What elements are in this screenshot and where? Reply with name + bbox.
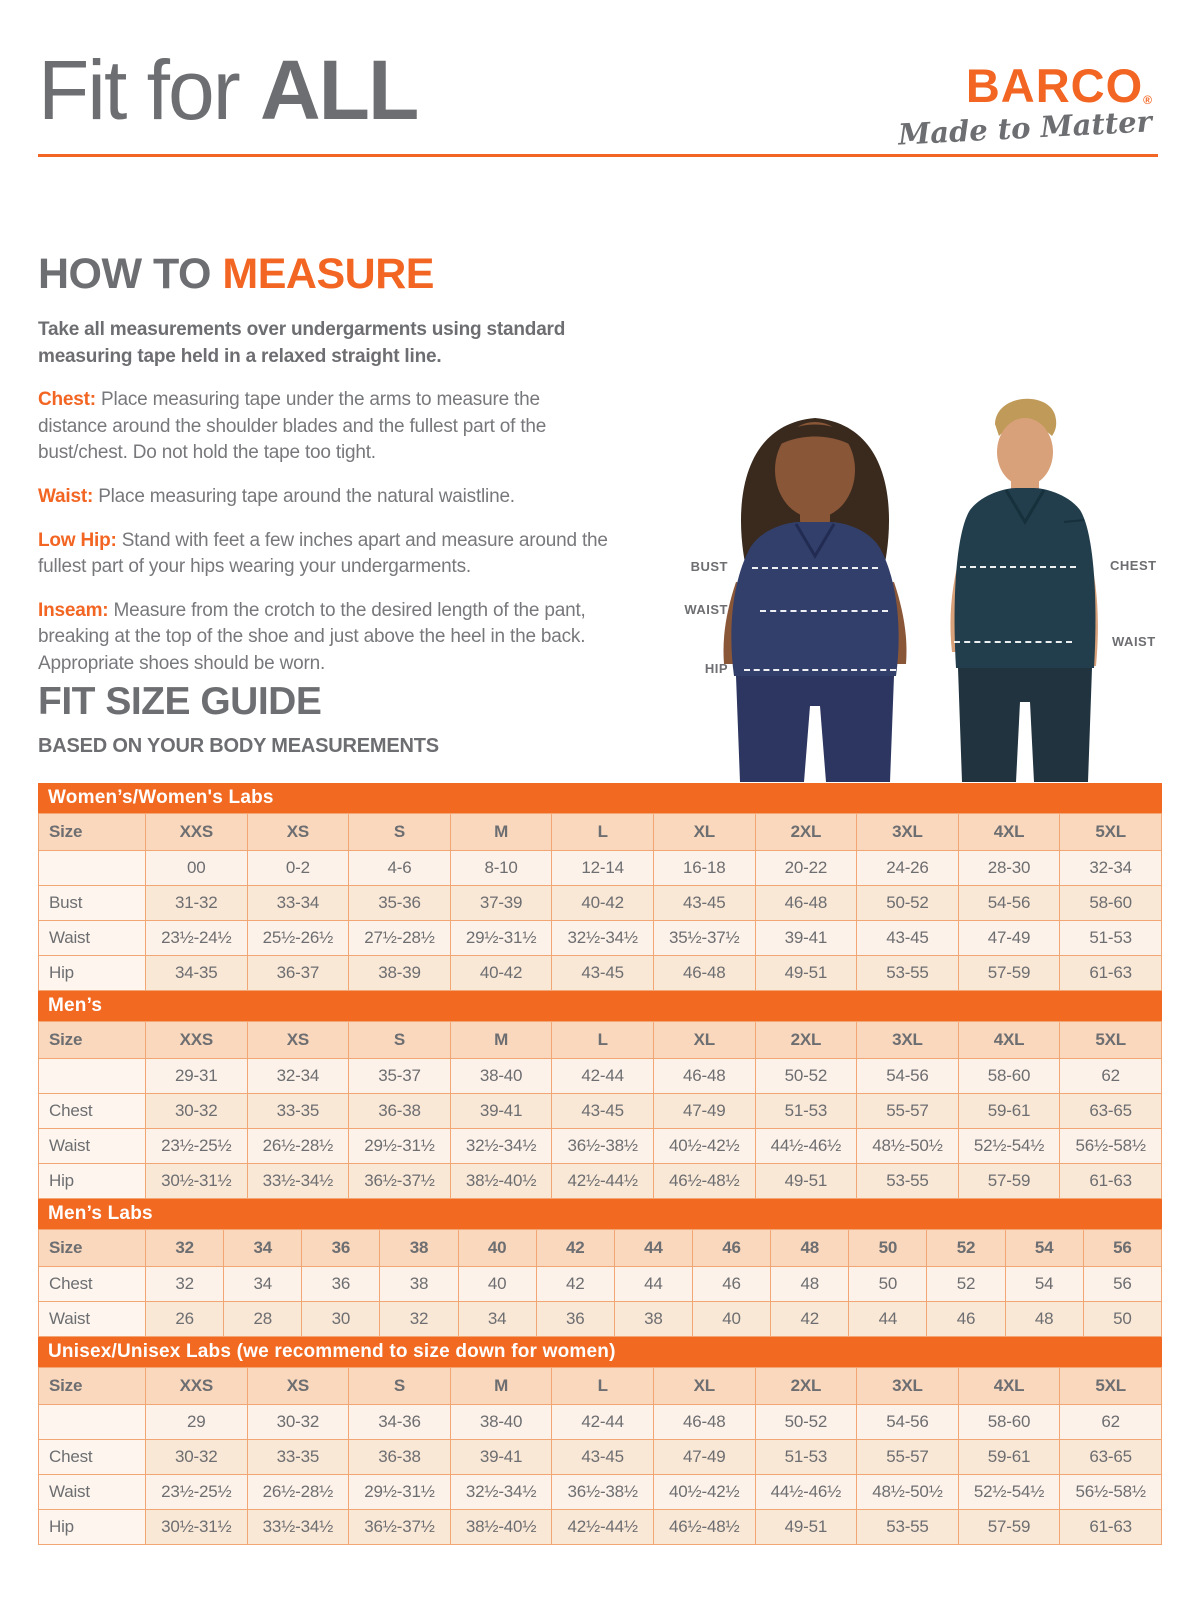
table-cell: 29-31	[146, 1059, 248, 1094]
size-table	[38, 1021, 1162, 1199]
table-cell: 43-45	[857, 921, 959, 956]
header-divider	[38, 154, 1158, 157]
table-cell: 54-56	[857, 1059, 959, 1094]
table-cell: 47-49	[958, 921, 1060, 956]
table-header-cell: 5XL	[1060, 814, 1162, 851]
table-cell: 36½-37½	[349, 1510, 451, 1545]
row-label-cell	[39, 851, 146, 886]
table-cell: 24-26	[857, 851, 959, 886]
table-cell: 62	[1060, 1059, 1162, 1094]
table-cell: 30-32	[146, 1094, 248, 1129]
size-header-cell: Size	[39, 814, 146, 851]
table-cell: 55-57	[857, 1440, 959, 1475]
table-cell: 52½-54½	[958, 1129, 1060, 1164]
size-table-section	[38, 1199, 1162, 1337]
table-header-cell: 3XL	[857, 1022, 959, 1059]
table-cell: 33½-34½	[247, 1164, 349, 1199]
table-cell: 36½-38½	[552, 1129, 654, 1164]
table-cell: 52½-54½	[958, 1475, 1060, 1510]
table-cell: 33-35	[247, 1094, 349, 1129]
size-table-section	[38, 783, 1162, 991]
measure-intro: Take all measurements over undergarments using standard measuring tape held in a relaxed straight line.	[38, 319, 566, 367]
registered-mark-icon: ®	[1143, 93, 1152, 107]
table-header-cell: 4XL	[958, 1368, 1060, 1405]
measure-item-label: Low Hip:	[38, 529, 117, 551]
table-cell: 36½-38½	[552, 1475, 654, 1510]
table-header-cell: XS	[247, 814, 349, 851]
chest-label: CHEST	[1110, 558, 1157, 573]
size-table	[38, 1367, 1162, 1545]
row-label-cell: Hip	[39, 956, 146, 991]
brand-logo-block	[897, 59, 1153, 152]
table-cell: 48	[1005, 1302, 1083, 1337]
table-cell: 50	[1083, 1302, 1161, 1337]
table-banner: Unisex/Unisex Labs (we recommend to size down for women)	[38, 1337, 1162, 1367]
measure-item-waist	[38, 484, 613, 511]
table-cell: 32½-34½	[450, 1129, 552, 1164]
table-header-cell: S	[349, 1022, 451, 1059]
row-label-cell: Chest	[39, 1440, 146, 1475]
table-cell: 53-55	[857, 1164, 959, 1199]
table-cell: 40-42	[450, 956, 552, 991]
table-row	[39, 956, 1162, 991]
table-cell: 50	[849, 1267, 927, 1302]
table-cell: 51-53	[1060, 921, 1162, 956]
table-cell: 30½-31½	[146, 1510, 248, 1545]
table-cell: 23½-24½	[146, 921, 248, 956]
size-guide-tables	[38, 783, 1162, 1545]
table-header-cell: 3XL	[857, 1368, 959, 1405]
table-cell: 53-55	[857, 956, 959, 991]
measure-item-chest	[38, 387, 613, 467]
table-cell: 57-59	[958, 956, 1060, 991]
table-cell: 58-60	[958, 1405, 1060, 1440]
table-cell: 43-45	[552, 1440, 654, 1475]
table-banner: Men’s	[38, 991, 1162, 1021]
measure-item-label: Inseam:	[38, 599, 109, 621]
table-header-cell: 3XL	[857, 814, 959, 851]
table-header-cell: XXS	[146, 1022, 248, 1059]
table-cell: 44	[849, 1302, 927, 1337]
table-cell: 35-36	[349, 886, 451, 921]
measure-item-inseam	[38, 598, 613, 678]
table-cell: 39-41	[450, 1440, 552, 1475]
table-header-cell: 2XL	[755, 1368, 857, 1405]
table-header-cell: 56	[1083, 1230, 1161, 1267]
table-cell: 61-63	[1060, 956, 1162, 991]
table-cell: 58-60	[1060, 886, 1162, 921]
table-cell: 33-34	[247, 886, 349, 921]
brand-tagline: Made to Matter	[897, 104, 1153, 152]
row-label-cell: Waist	[39, 1302, 146, 1337]
table-cell: 36	[536, 1302, 614, 1337]
hip-label: HIP	[704, 661, 728, 676]
row-label-cell: Hip	[39, 1164, 146, 1199]
table-cell: 42½-44½	[552, 1510, 654, 1545]
size-header-cell: Size	[39, 1368, 146, 1405]
table-cell: 46-48	[653, 956, 755, 991]
table-cell: 16-18	[653, 851, 755, 886]
table-cell: 32-34	[1060, 851, 1162, 886]
table-row	[39, 1059, 1162, 1094]
brand-name: BARCO	[965, 59, 1144, 112]
table-cell: 27½-28½	[349, 921, 451, 956]
table-cell: 38-40	[450, 1059, 552, 1094]
table-header-cell: XS	[247, 1022, 349, 1059]
table-banner: Women’s/Women's Labs	[38, 783, 1162, 813]
table-row	[39, 1267, 1162, 1302]
models-illustration	[640, 370, 1200, 782]
table-cell: 29	[146, 1405, 248, 1440]
table-cell: 46-48	[653, 1059, 755, 1094]
table-header-cell: XS	[247, 1368, 349, 1405]
table-header-cell: 4XL	[958, 1022, 1060, 1059]
row-label-cell	[39, 1059, 146, 1094]
table-header-cell: 32	[146, 1230, 224, 1267]
table-cell: 51-53	[755, 1440, 857, 1475]
table-cell: 43-45	[552, 1094, 654, 1129]
table-header-cell: XXS	[146, 814, 248, 851]
table-cell: 38-40	[450, 1405, 552, 1440]
measure-item-low-hip	[38, 528, 613, 581]
table-cell: 48	[771, 1267, 849, 1302]
table-cell: 54	[1005, 1267, 1083, 1302]
table-header-cell: 42	[536, 1230, 614, 1267]
table-cell: 43-45	[653, 886, 755, 921]
table-header-cell: XL	[653, 1022, 755, 1059]
table-cell: 44½-46½	[755, 1129, 857, 1164]
table-cell: 34	[224, 1267, 302, 1302]
table-cell: 49-51	[755, 1510, 857, 1545]
table-cell: 0-2	[247, 851, 349, 886]
table-cell: 48½-50½	[857, 1129, 959, 1164]
size-table	[38, 1229, 1162, 1337]
table-cell: 28-30	[958, 851, 1060, 886]
table-cell: 29½-31½	[349, 1129, 451, 1164]
row-label-cell: Waist	[39, 1475, 146, 1510]
measure-item-label: Waist:	[38, 485, 94, 507]
table-cell: 42-44	[552, 1059, 654, 1094]
table-cell: 56	[1083, 1267, 1161, 1302]
table-cell: 35-37	[349, 1059, 451, 1094]
how-to-measure-title-orange: MEASURE	[222, 250, 434, 298]
size-table	[38, 813, 1162, 991]
table-cell: 40-42	[552, 886, 654, 921]
table-cell: 4-6	[349, 851, 451, 886]
table-cell: 62	[1060, 1405, 1162, 1440]
table-header-cell: 46	[692, 1230, 770, 1267]
table-cell: 56½-58½	[1060, 1129, 1162, 1164]
row-label-cell: Chest	[39, 1094, 146, 1129]
table-cell: 46	[692, 1267, 770, 1302]
table-cell: 42	[771, 1302, 849, 1337]
table-header-cell: 34	[224, 1230, 302, 1267]
table-header-cell: XXS	[146, 1368, 248, 1405]
size-table-section	[38, 991, 1162, 1199]
page-title-bold: ALL	[260, 43, 418, 137]
table-cell: 38½-40½	[450, 1164, 552, 1199]
table-cell: 40	[458, 1267, 536, 1302]
table-cell: 58-60	[958, 1059, 1060, 1094]
table-row	[39, 1475, 1162, 1510]
table-cell: 51-53	[755, 1094, 857, 1129]
row-label-cell: Bust	[39, 886, 146, 921]
table-cell: 35½-37½	[653, 921, 755, 956]
brand-logo	[898, 59, 1152, 112]
table-cell: 32½-34½	[552, 921, 654, 956]
row-label-cell: Hip	[39, 1510, 146, 1545]
page-title-regular: Fit for	[38, 43, 261, 137]
bust-label: BUST	[690, 559, 728, 574]
table-header-cell: 2XL	[755, 814, 857, 851]
table-cell: 33-35	[247, 1440, 349, 1475]
table-cell: 44½-46½	[755, 1475, 857, 1510]
table-cell: 38-39	[349, 956, 451, 991]
table-cell: 30½-31½	[146, 1164, 248, 1199]
fit-size-guide-title: FIT SIZE GUIDE	[38, 680, 322, 723]
table-cell: 34-35	[146, 956, 248, 991]
table-header-cell: 2XL	[755, 1022, 857, 1059]
size-header-cell: Size	[39, 1230, 146, 1267]
table-cell: 63-65	[1060, 1094, 1162, 1129]
table-header-cell: L	[552, 814, 654, 851]
table-header-cell: XL	[653, 814, 755, 851]
table-cell: 38	[614, 1302, 692, 1337]
table-cell: 36-38	[349, 1440, 451, 1475]
table-cell: 53-55	[857, 1510, 959, 1545]
table-cell: 32-34	[247, 1059, 349, 1094]
hip-measure-line	[744, 669, 896, 671]
table-cell: 61-63	[1060, 1164, 1162, 1199]
table-cell: 32½-34½	[450, 1475, 552, 1510]
table-header-cell: M	[450, 1022, 552, 1059]
table-cell: 47-49	[653, 1440, 755, 1475]
bust-measure-line	[752, 567, 878, 569]
fit-size-guide-header	[38, 680, 439, 758]
table-cell: 26½-28½	[247, 1129, 349, 1164]
table-row	[39, 1510, 1162, 1545]
waist-left-label: WAIST	[684, 602, 728, 617]
table-header-cell: 5XL	[1060, 1022, 1162, 1059]
size-table-section	[38, 1337, 1162, 1545]
measure-item-text: Place measuring tape under the arms to measure the distance around the shoulder blades and the fullest part of the bust/chest. Do not hold the tape too tight.	[38, 389, 547, 464]
table-header-cell: 48	[771, 1230, 849, 1267]
table-row	[39, 921, 1162, 956]
table-cell: 32	[380, 1302, 458, 1337]
table-cell: 56½-58½	[1060, 1475, 1162, 1510]
row-label-cell: Waist	[39, 921, 146, 956]
table-cell: 50-52	[755, 1405, 857, 1440]
table-cell: 40½-42½	[653, 1475, 755, 1510]
table-cell: 33½-34½	[247, 1510, 349, 1545]
table-cell: 36-37	[247, 956, 349, 991]
table-cell: 30	[302, 1302, 380, 1337]
table-cell: 46½-48½	[653, 1510, 755, 1545]
table-header-cell: 38	[380, 1230, 458, 1267]
table-header-cell: S	[349, 1368, 451, 1405]
row-label-cell: Chest	[39, 1267, 146, 1302]
table-cell: 36-38	[349, 1094, 451, 1129]
table-cell: 54-56	[857, 1405, 959, 1440]
table-cell: 42	[536, 1267, 614, 1302]
table-cell: 54-56	[958, 886, 1060, 921]
table-cell: 39-41	[755, 921, 857, 956]
table-cell: 23½-25½	[146, 1475, 248, 1510]
page-title	[38, 43, 418, 137]
measure-item-text: Stand with feet a few inches apart and measure around the fullest part of your hips wearing your undergarments.	[38, 529, 608, 578]
chest-measure-line	[950, 566, 1076, 568]
table-cell: 30-32	[146, 1440, 248, 1475]
table-cell: 37-39	[450, 886, 552, 921]
table-row	[39, 1164, 1162, 1199]
size-header-cell: Size	[39, 1022, 146, 1059]
table-cell: 44	[614, 1267, 692, 1302]
table-cell: 38	[380, 1267, 458, 1302]
table-cell: 57-59	[958, 1164, 1060, 1199]
table-row	[39, 1302, 1162, 1337]
table-cell: 39-41	[450, 1094, 552, 1129]
table-banner: Men’s Labs	[38, 1199, 1162, 1229]
table-cell: 47-49	[653, 1094, 755, 1129]
table-cell: 20-22	[755, 851, 857, 886]
man-model-illustration	[950, 399, 1097, 782]
table-cell: 55-57	[857, 1094, 959, 1129]
table-header-cell: M	[450, 814, 552, 851]
table-cell: 63-65	[1060, 1440, 1162, 1475]
table-cell: 28	[224, 1302, 302, 1337]
table-cell: 46	[927, 1302, 1005, 1337]
how-to-measure-title-gray: HOW TO	[38, 250, 223, 298]
table-cell: 25½-26½	[247, 921, 349, 956]
how-to-measure-section	[38, 250, 633, 678]
table-row	[39, 851, 1162, 886]
table-cell: 46½-48½	[653, 1164, 755, 1199]
table-cell: 52	[927, 1267, 1005, 1302]
table-cell: 50-52	[857, 886, 959, 921]
table-header-cell: 52	[927, 1230, 1005, 1267]
measure-item-label: Chest:	[38, 389, 96, 411]
table-cell: 61-63	[1060, 1510, 1162, 1545]
models-figure	[640, 370, 1200, 782]
row-label-cell: Waist	[39, 1129, 146, 1164]
table-header-cell: 44	[614, 1230, 692, 1267]
table-header-cell: L	[552, 1022, 654, 1059]
table-header-cell: M	[450, 1368, 552, 1405]
table-row	[39, 1129, 1162, 1164]
table-header-cell: S	[349, 814, 451, 851]
row-label-cell	[39, 1405, 146, 1440]
table-header-cell: 5XL	[1060, 1368, 1162, 1405]
table-cell: 23½-25½	[146, 1129, 248, 1164]
table-header-cell: 36	[302, 1230, 380, 1267]
man-waist-measure-line	[954, 641, 1072, 643]
table-cell: 46-48	[653, 1405, 755, 1440]
fit-size-guide-subtitle: BASED ON YOUR BODY MEASUREMENTS	[38, 735, 439, 757]
measure-item-text: Place measuring tape around the natural waistline.	[93, 485, 515, 507]
table-header-cell: XL	[653, 1368, 755, 1405]
table-cell: 42½-44½	[552, 1164, 654, 1199]
table-cell: 49-51	[755, 1164, 857, 1199]
table-cell: 59-61	[958, 1094, 1060, 1129]
table-header-cell: 40	[458, 1230, 536, 1267]
woman-waist-measure-line	[760, 610, 888, 612]
table-cell: 8-10	[450, 851, 552, 886]
table-cell: 36½-37½	[349, 1164, 451, 1199]
table-cell: 38½-40½	[450, 1510, 552, 1545]
table-header-cell: 50	[849, 1230, 927, 1267]
table-header-cell: 54	[1005, 1230, 1083, 1267]
table-cell: 30-32	[247, 1405, 349, 1440]
table-header-cell: L	[552, 1368, 654, 1405]
table-cell: 29½-31½	[349, 1475, 451, 1510]
table-cell: 50-52	[755, 1059, 857, 1094]
waist-right-label: WAIST	[1112, 634, 1156, 649]
table-row	[39, 886, 1162, 921]
how-to-measure-title	[38, 250, 633, 299]
woman-model-illustration	[724, 418, 907, 782]
table-row	[39, 1440, 1162, 1475]
table-header-cell: 4XL	[958, 814, 1060, 851]
table-cell: 26½-28½	[247, 1475, 349, 1510]
table-cell: 48½-50½	[857, 1475, 959, 1510]
table-cell: 12-14	[552, 851, 654, 886]
table-cell: 57-59	[958, 1510, 1060, 1545]
table-cell: 59-61	[958, 1440, 1060, 1475]
table-cell: 00	[146, 851, 248, 886]
table-cell: 46-48	[755, 886, 857, 921]
table-cell: 29½-31½	[450, 921, 552, 956]
table-cell: 42-44	[552, 1405, 654, 1440]
table-cell: 36	[302, 1267, 380, 1302]
table-cell: 26	[146, 1302, 224, 1337]
table-cell: 31-32	[146, 886, 248, 921]
table-cell: 49-51	[755, 956, 857, 991]
measure-item-text: Measure from the crotch to the desired length of the pant, breaking at the top of the shoe and just above the heel in the back. Appropriate shoes should be worn.	[38, 599, 586, 674]
table-row	[39, 1094, 1162, 1129]
table-cell: 34-36	[349, 1405, 451, 1440]
table-cell: 40½-42½	[653, 1129, 755, 1164]
table-cell: 43-45	[552, 956, 654, 991]
table-row	[39, 1405, 1162, 1440]
table-cell: 34	[458, 1302, 536, 1337]
table-cell: 40	[692, 1302, 770, 1337]
table-cell: 32	[146, 1267, 224, 1302]
